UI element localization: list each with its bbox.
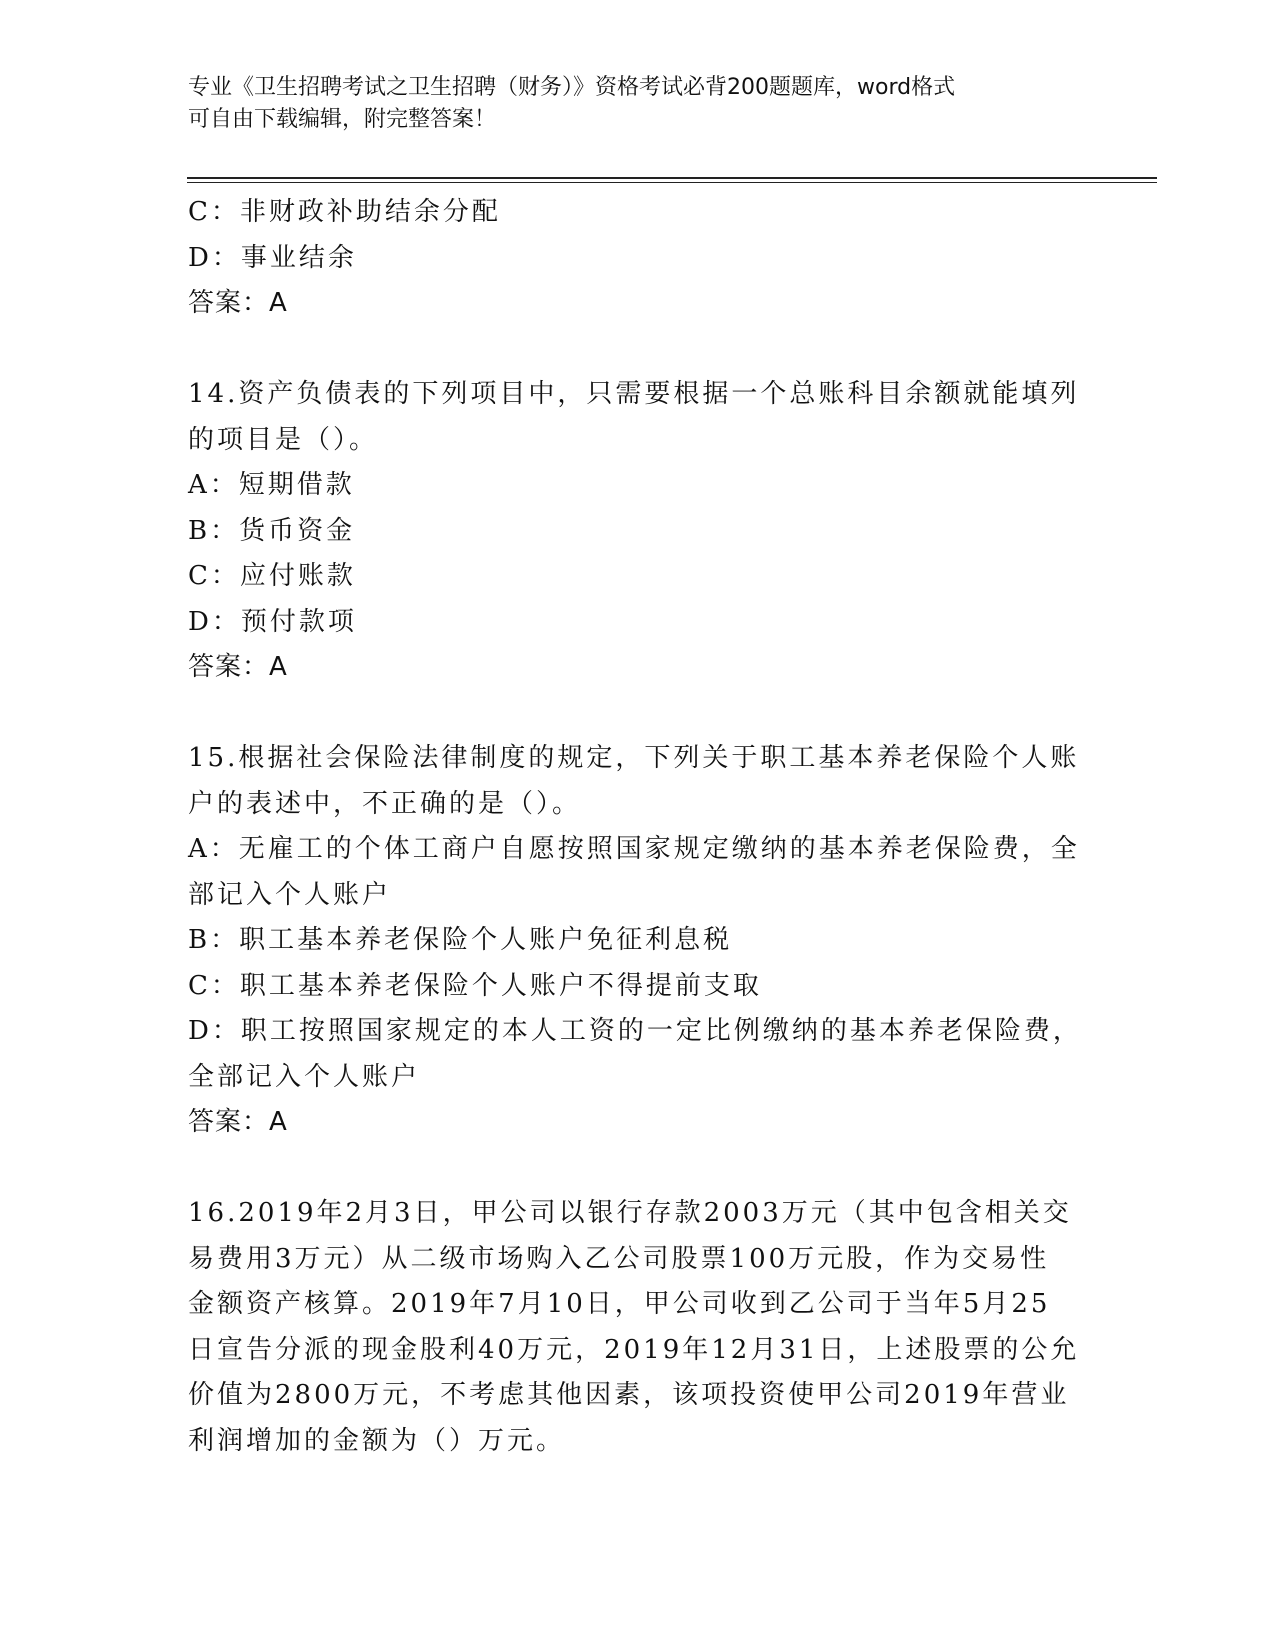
q14-text-line-1: 14.资产负债表的下列项目中，只需要根据一个总账科目余额就能填列: [188, 379, 1080, 409]
document-body: [188, 190, 1088, 1464]
q15-text-line-1: 15.根据社会保险法律制度的规定，下列关于职工基本养老保险个人账: [188, 743, 1080, 773]
q16-text-line-5: 价值为2800万元，不考虑其他因素，该项投资使甲公司2019年营业: [188, 1380, 1070, 1410]
q15-option-c: C：职工基本养老保险个人账户不得提前支取: [188, 970, 762, 1001]
q15-option-b: B：职工基本养老保险个人账户免征利息税: [188, 925, 733, 955]
q14-option-b: B：货币资金: [188, 515, 356, 546]
q14-text-line-2: 的项目是（）。: [188, 424, 379, 455]
spacer: [188, 1146, 1088, 1192]
prev-answer: 答案：A: [188, 288, 288, 318]
q15-text-line-2: 户的表述中，不正确的是（）。: [188, 788, 582, 819]
q16-text-line-1: 16.2019年2月3日，甲公司以银行存款2003万元（其中包含相关交: [188, 1198, 1072, 1228]
spacer: [188, 691, 1088, 737]
q14-option-a: A：短期借款: [188, 470, 355, 500]
header-divider-thin: [187, 182, 1157, 183]
q16-text-line-3: 金额资产核算。2019年7月10日，甲公司收到乙公司于当年5月25: [188, 1289, 1051, 1319]
q16-text-line-4: 日宣告分派的现金股利40万元，2019年12月31日，上述股票的公允: [188, 1334, 1080, 1365]
q14-answer: 答案：A: [188, 652, 288, 682]
q15-option-a-line-1: A：无雇工的个体工商户自愿按照国家规定缴纳的基本养老保险费，全: [188, 834, 1080, 864]
q15-option-d-line-2: 全部记入个人账户: [188, 1061, 421, 1092]
header-line-1: 专业《卫生招聘考试之卫生招聘（财务）》资格考试必背200题题库，word格式: [188, 75, 956, 100]
q15-option-a-line-2: 部记入个人账户: [188, 879, 392, 910]
q14-option-c: C：应付账款: [188, 561, 356, 591]
q16-text-line-2: 易费用3万元）从二级市场购入乙公司股票100万元股，作为交易性: [188, 1243, 1050, 1274]
spacer: [188, 327, 1088, 373]
prev-option-d: D：事业结余: [188, 242, 357, 273]
document-header: [188, 72, 1088, 136]
q14-option-d: D：预付款项: [188, 606, 357, 637]
q15-answer: 答案：A: [188, 1107, 288, 1137]
q15-option-d-line-1: D：职工按照国家规定的本人工资的一定比例缴纳的基本养老保险费，: [188, 1016, 1082, 1046]
q16-text-line-6: 利润增加的金额为（）万元。: [188, 1425, 566, 1456]
prev-option-c: C：非财政补助结余分配: [188, 197, 501, 227]
header-divider-thick: [187, 177, 1157, 179]
header-line-2: 可自由下载编辑，附完整答案！: [188, 107, 497, 132]
